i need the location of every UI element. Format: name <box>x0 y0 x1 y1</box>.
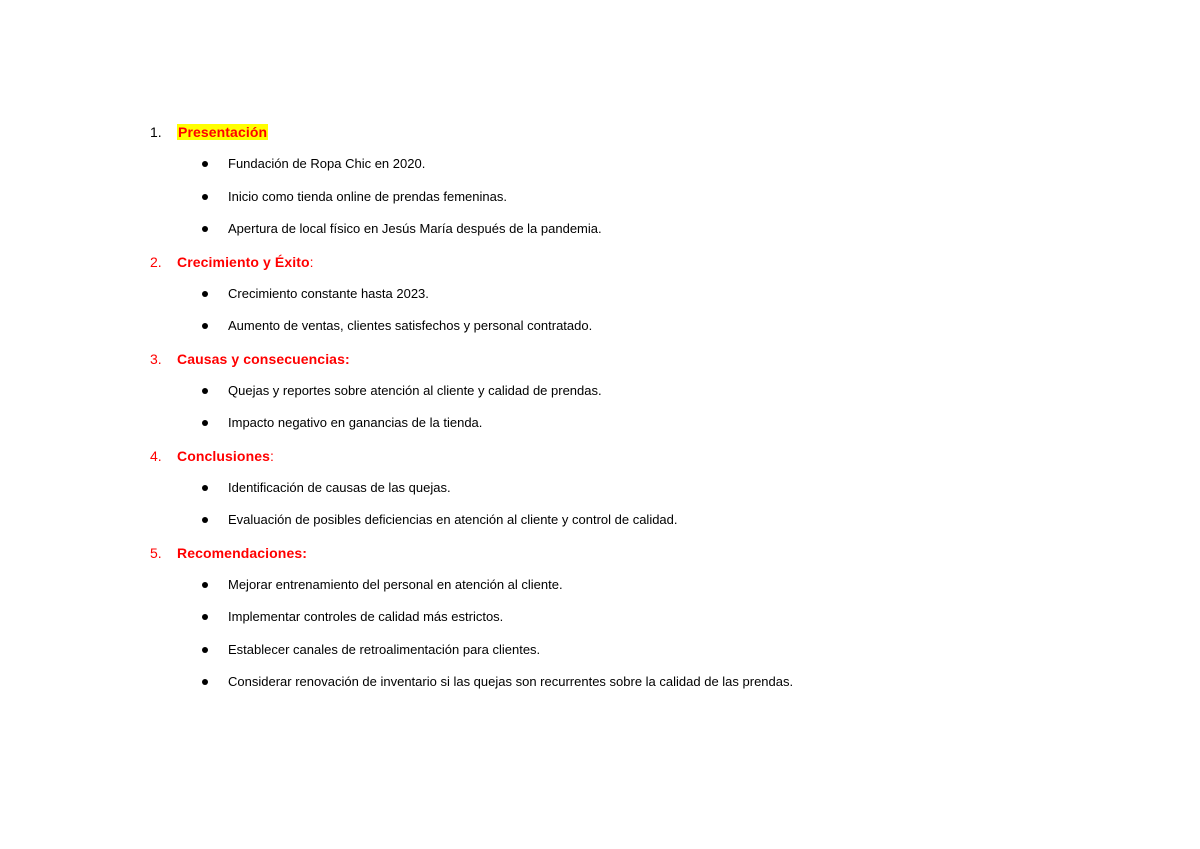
section-title-text: Recomendaciones: <box>177 544 307 561</box>
section-title <box>177 541 307 565</box>
list-item <box>150 476 1050 500</box>
section-title-text: Crecimiento y Éxito <box>177 253 310 270</box>
list-item <box>150 573 1050 597</box>
list-item <box>150 411 1050 435</box>
list-item <box>150 314 1050 338</box>
bullet-icon <box>202 614 208 620</box>
bullet-icon <box>202 420 208 426</box>
section-number: 3. <box>150 350 162 367</box>
section-title <box>177 347 350 371</box>
list-item-text: Impacto negativo en ganancias de la tienda. <box>228 415 483 430</box>
section-title-text: Conclusiones <box>177 447 270 464</box>
list-item-text: Apertura de local físico en Jesús María después de la pandemia. <box>228 221 602 236</box>
list-item <box>150 605 1050 629</box>
outline-section <box>150 250 1050 339</box>
list-item-text: Quejas y reportes sobre atención al cliente y calidad de prendas. <box>228 382 602 398</box>
section-heading <box>150 120 1050 144</box>
bullet-icon <box>202 194 208 200</box>
section-title <box>177 444 274 468</box>
list-item-text: Mejorar entrenamiento del personal en atención al cliente. <box>228 576 563 592</box>
outline-list <box>150 120 1050 703</box>
list-item-text: Aumento de ventas, clientes satisfechos y personal contratado. <box>228 318 593 333</box>
list-item-text: Establecer canales de retroalimentación para clientes. <box>228 641 541 657</box>
list-item <box>150 282 1050 306</box>
bullet-list <box>150 476 1050 533</box>
list-item <box>150 185 1050 209</box>
section-number: 5. <box>150 544 162 561</box>
list-item <box>150 638 1050 662</box>
list-item-text: Evaluación de posibles deficiencias en atención al cliente y control de calidad. <box>228 512 678 527</box>
section-title-text: Presentación <box>178 124 268 140</box>
list-item <box>150 217 1050 241</box>
bullet-icon <box>202 388 208 394</box>
section-heading <box>150 250 1050 274</box>
bullet-icon <box>202 582 208 588</box>
section-title <box>177 250 314 274</box>
bullet-icon <box>202 291 208 297</box>
bullet-icon <box>202 161 208 167</box>
list-item <box>150 670 1050 694</box>
section-number: 1. <box>150 124 162 140</box>
bullet-icon <box>202 485 208 491</box>
list-item <box>150 508 1050 532</box>
list-item <box>150 152 1050 176</box>
bullet-icon <box>202 226 208 232</box>
section-title-text: Causas y consecuencias: <box>177 350 350 367</box>
outline-section <box>150 541 1050 695</box>
section-heading <box>150 444 1050 468</box>
section-number: 2. <box>150 253 162 270</box>
section-title-suffix: : <box>309 253 314 270</box>
list-item-text: Considerar renovación de inventario si las quejas son recurrentes sobre la calidad de las prendas. <box>228 674 794 689</box>
bullet-icon <box>202 323 208 329</box>
outline-section <box>150 347 1050 436</box>
list-item-text: Inicio como tienda online de prendas femeninas. <box>228 188 507 204</box>
list-item <box>150 379 1050 403</box>
bullet-icon <box>202 517 208 523</box>
section-heading <box>150 541 1050 565</box>
outline-section <box>150 120 1050 241</box>
section-title <box>177 120 268 144</box>
list-item-text: Fundación de Ropa Chic en 2020. <box>228 156 426 171</box>
section-number: 4. <box>150 447 162 464</box>
outline-section <box>150 444 1050 533</box>
bullet-list <box>150 573 1050 695</box>
bullet-icon <box>202 679 208 685</box>
list-item-text: Implementar controles de calidad más estrictos. <box>228 609 504 624</box>
bullet-list <box>150 282 1050 339</box>
section-title-suffix: : <box>270 447 274 464</box>
bullet-list <box>150 152 1050 241</box>
list-item-text: Identificación de causas de las quejas. <box>228 479 451 495</box>
bullet-list <box>150 379 1050 436</box>
bullet-icon <box>202 647 208 653</box>
section-heading <box>150 347 1050 371</box>
list-item-text: Crecimiento constante hasta 2023. <box>228 285 429 301</box>
